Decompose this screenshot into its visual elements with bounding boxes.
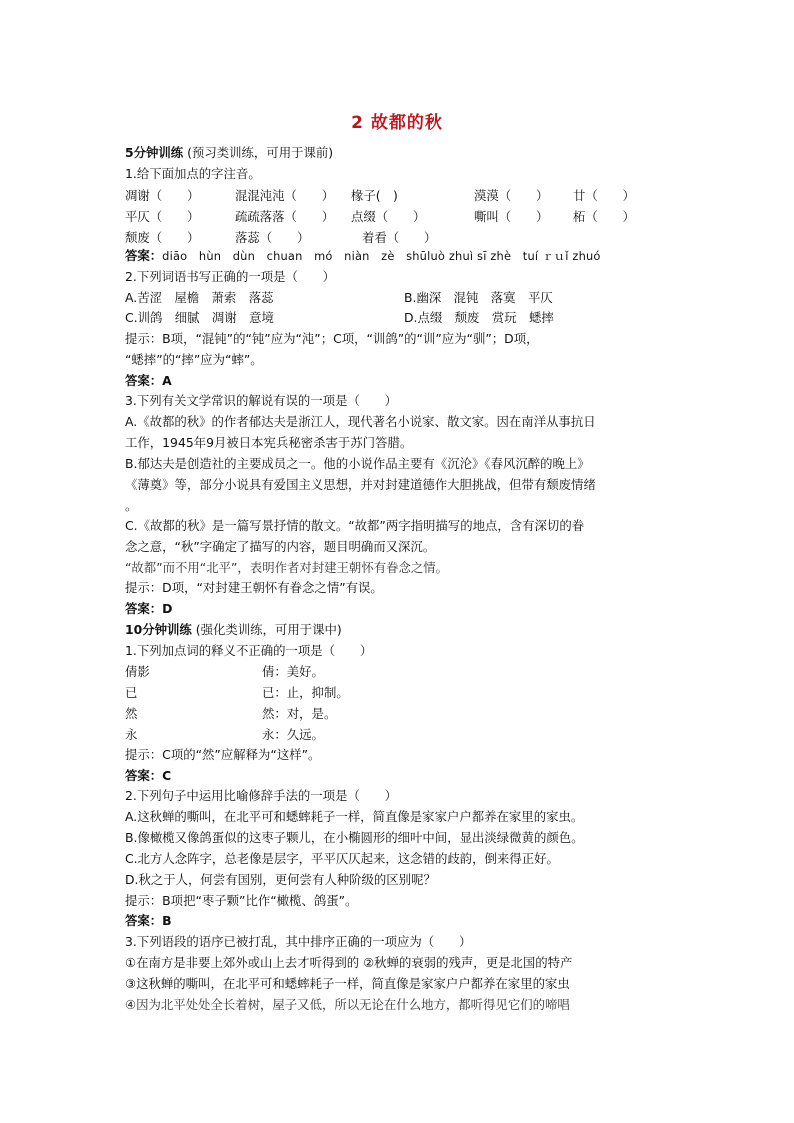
pinyin-item: 嘶叫（ ） <box>474 209 549 224</box>
page-title: 2 故都的秋 <box>351 113 443 133</box>
pinyin-item: 凋谢（ ） <box>125 188 200 203</box>
pinyin-item: 落蕊（ ） <box>235 230 310 245</box>
pinyin-item: 柘（ ） <box>573 209 635 224</box>
question-stem: 2.下列句子中运用比喻修辞手法的一项是（ ） <box>125 788 398 803</box>
gloss-meaning: 倩：美好。 <box>262 664 324 679</box>
sentence-line: ③这秋蝉的嘶叫，在北平可和蟋蟀耗子一样，简直像是家家户户都养在家里的家虫 <box>125 976 570 991</box>
answer-line: 答案：D <box>125 601 173 616</box>
option-line: B.郁达夫是创造社的主要成员之一。他的小说作品主要有《沉沦》《春风沉醉的晚上》 <box>125 456 590 471</box>
pinyin-item: 颓废（ ） <box>125 230 200 245</box>
option-line: “故都”而不用“北平”，表明作者对封建王朝怀有眷念之情。 <box>125 560 449 575</box>
gloss-word: 永 <box>125 727 138 742</box>
pinyin-item: 椽子( ) <box>351 188 398 203</box>
question-stem: 1.给下面加点的字注音。 <box>125 166 261 181</box>
pinyin-item: 着看（ ） <box>362 230 437 245</box>
pinyin-item: 疏疏落落（ ） <box>235 209 335 224</box>
pinyin-row <box>125 207 685 223</box>
hint-line: 提示：D项，“对封建王朝怀有眷念之情”有误。 <box>125 580 383 595</box>
option-c: C.训鸽 细腻 凋谢 意境 <box>125 310 274 325</box>
option-line: 。 <box>125 498 138 513</box>
option-a: A.这秋蝉的嘶叫，在北平可和蟋蟀耗子一样，简直像是家家户户都养在家里的家虫。 <box>125 809 584 824</box>
question-stem: 1.下列加点词的释义不正确的一项是（ ） <box>125 643 373 658</box>
answer-line: 答案：C <box>125 768 172 783</box>
option-b: B.像橄榄又像鸽蛋似的这枣子颗儿，在小椭圆形的细叶中间，显出淡绿微黄的颜色。 <box>125 830 584 845</box>
question-stem: 3.下列有关文学常识的解说有误的一项是（ ） <box>125 393 398 408</box>
answer-line: 答案：A <box>125 373 172 388</box>
option-c: C.北方人念阵字，总老像是层字，平平仄仄起来，这念错的歧韵，倒来得正好。 <box>125 851 559 866</box>
option-line: 工作，1945年9月被日本宪兵秘密杀害于苏门答腊。 <box>125 435 413 450</box>
question-stem: 3.下列语段的语序已被打乱，其中排序正确的一项应为（ ） <box>125 934 472 949</box>
section-header <box>125 145 333 161</box>
gloss-meaning: 永：久远。 <box>262 727 324 742</box>
gloss-meaning: 已：止，抑制。 <box>262 685 349 700</box>
gloss-word: 倩影 <box>125 664 150 679</box>
option-a: A.苦涩 屋檐 萧索 落蕊 <box>125 290 274 305</box>
gloss-word: 然 <box>125 706 138 721</box>
pinyin-row <box>125 186 685 202</box>
option-line: 《薄奠》等，部分小说具有爱国主义思想，并对封建道德作大胆挑战，但带有颓废情绪 <box>125 477 596 492</box>
section-header <box>125 622 342 638</box>
pinyin-item: 廿（ ） <box>573 188 635 203</box>
option-d: D.秋之于人，何尝有国别，更何尝有人种阶级的区别呢？ <box>125 872 436 887</box>
answer-text: diāo hùn dùn chuan mó niàn zè shūluò zhuì sī zhè tuí ｒｕǐ zhuó <box>162 249 601 263</box>
option-line: C.《故都的秋》是一篇写景抒情的散文。“故都”两字指明描写的地点，含有深切的眷 <box>125 518 585 533</box>
section-head: 5分钟训练 <box>125 145 184 160</box>
answer-line: 答案：B <box>125 913 172 928</box>
hint-line: 提示：B项把“枣子颗”比作“橄榄、鸽蛋”。 <box>125 893 358 908</box>
option-d: D.点缀 颓废 赏玩 蟋摔 <box>404 310 554 325</box>
sentence-line: ④因为北平处处全长着树，屋子又低，所以无论在什么地方，都听得见它们的啼唱 <box>125 997 570 1012</box>
option-line: 念之意，“秋”字确定了描写的内容，题目明确而又深沉。 <box>125 539 436 554</box>
hint-line: “蟋摔”的“摔”应为“蟀”。 <box>125 352 263 367</box>
section-sub: (预习类训练，可用于课前) <box>187 145 334 160</box>
hint-line: 提示：C项的“然”应解释为“这样”。 <box>125 747 321 762</box>
pinyin-item: 平仄（ ） <box>125 209 200 224</box>
answer-label: 答案： <box>125 248 163 263</box>
pinyin-item: 漠漠（ ） <box>474 188 549 203</box>
sentence-line: ①在南方是非要上郊外或山上去才听得到的 ②秋蝉的衰弱的残声，更是北国的特产 <box>125 955 573 970</box>
gloss-meaning: 然：对，是。 <box>262 706 337 721</box>
option-line: A.《故都的秋》的作者郁达夫是浙江人，现代著名小说家、散文家。因在南洋从事抗日 <box>125 414 596 429</box>
gloss-word: 已 <box>125 685 138 700</box>
question-stem: 2.下列词语书写正确的一项是（ ） <box>125 269 336 284</box>
pinyin-row <box>125 228 685 244</box>
section-head: 10分钟训练 <box>125 622 192 637</box>
pinyin-item: 点缀（ ） <box>351 209 426 224</box>
pinyin-item: 混混沌沌（ ） <box>235 188 335 203</box>
option-b: B.幽深 混钝 落寞 平仄 <box>404 290 553 305</box>
section-sub: (强化类训练，可用于课中) <box>195 622 342 637</box>
answer-line <box>125 248 601 264</box>
hint-line: 提示：B项，“混钝”的“钝”应为“沌”；C项，“训鸽”的“训”应为“驯”；D项， <box>125 331 539 346</box>
